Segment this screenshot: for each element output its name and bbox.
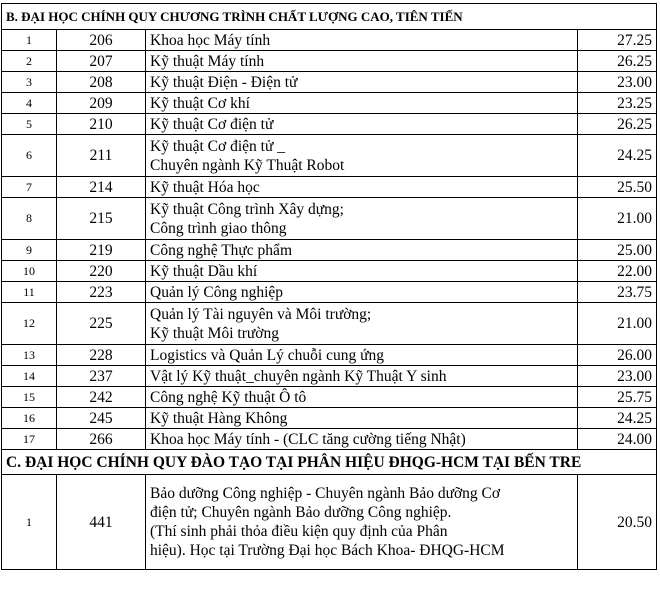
program-name-line: Quản lý Tài nguyên và Môi trường; [150,305,372,323]
program-name-line: Kỹ thuật Công trình Xây dựng; [150,200,344,218]
row-number: 16 [2,408,57,429]
program-name [146,72,578,93]
table-row [2,114,657,135]
program-name [146,135,578,177]
program-name [146,30,578,51]
program-name-line: Vật lý Kỹ thuật_chuyên ngành Kỹ Thuật Y sinh [150,367,447,385]
cutoff-score: 26.25 [578,114,657,135]
cutoff-score: 26.25 [578,51,657,72]
cutoff-score: 23.00 [578,366,657,387]
program-name [146,303,578,345]
table-row [2,475,657,570]
program-name-line: Logistics và Quản Lý chuỗi cung ứng [150,346,384,364]
section-title: C. ĐẠI HỌC CHÍNH QUY ĐÀO TẠO TẠI PHÂN HIỆU ĐHQG-HCM TẠI BẾN TRE [2,450,657,475]
program-name-line: Công trình giao thông [150,219,287,237]
row-number: 13 [2,345,57,366]
program-code: 220 [57,261,146,282]
cutoff-score: 23.75 [578,282,657,303]
table-row [2,387,657,408]
row-number: 4 [2,93,57,114]
table-row [2,408,657,429]
row-number: 7 [2,177,57,198]
program-name-line: Bảo dưỡng Công nghiệp - Chuyên ngành Bảo dưỡng Cơ [150,485,501,502]
program-name-line: Kỹ thuật Cơ khí [150,94,250,112]
program-name [146,240,578,261]
cutoff-score: 21.00 [578,198,657,240]
row-number: 2 [2,51,57,72]
program-name [146,282,578,303]
table-row [2,198,657,240]
table-row [2,93,657,114]
cutoff-score: 22.00 [578,261,657,282]
program-name-line: (Thí sinh phải thỏa điều kiện quy định của Phân [150,523,448,540]
program-name-line: Kỹ thuật Điện - Điện tử [150,73,298,91]
row-number: 5 [2,114,57,135]
program-name-line: Kỹ thuật Hàng Không [150,409,288,427]
table-row [2,51,657,72]
program-code: 206 [57,30,146,51]
program-name-line: Công nghệ Kỹ thuật Ô tô [150,388,307,406]
program-name [146,475,578,570]
program-code: 225 [57,303,146,345]
program-name-line: Kỹ thuật Hóa học [150,178,260,196]
row-number: 3 [2,72,57,93]
cutoff-score: 20.50 [578,475,657,570]
program-name-line: Quản lý Công nghiệp [150,283,284,301]
table-row [2,72,657,93]
cutoff-score: 24.25 [578,135,657,177]
program-name [146,198,578,240]
program-name-line: Khoa học Máy tính - (CLC tăng cường tiếng Nhật) [150,430,466,448]
table-row [2,177,657,198]
program-code: 228 [57,345,146,366]
program-code: 207 [57,51,146,72]
cutoff-score: 21.00 [578,303,657,345]
program-code: 215 [57,198,146,240]
program-name [146,51,578,72]
table-row [2,135,657,177]
program-name-line: điện tử; Chuyên ngành Bảo dưỡng Công nghiệp. [150,504,452,521]
cutoff-score: 24.00 [578,429,657,450]
section-header-row [2,4,657,30]
program-name [146,387,578,408]
cutoff-score: 23.25 [578,93,657,114]
table-row [2,303,657,345]
row-number: 11 [2,282,57,303]
program-name-line: Khoa học Máy tính [150,31,271,49]
cutoff-score: 24.25 [578,408,657,429]
table-row [2,366,657,387]
row-number: 6 [2,135,57,177]
program-name-line: Kỹ thuật Dầu khí [150,262,258,280]
cutoff-score: 26.00 [578,345,657,366]
program-name [146,114,578,135]
cutoff-score: 25.00 [578,240,657,261]
program-code: 214 [57,177,146,198]
program-code: 211 [57,135,146,177]
program-code: 237 [57,366,146,387]
program-code: 245 [57,408,146,429]
program-code: 242 [57,387,146,408]
program-name-line: Kỹ thuật Cơ điện tử [150,115,274,133]
section-title: B. ĐẠI HỌC CHÍNH QUY CHƯƠNG TRÌNH CHẤT LƯỢNG CAO, TIÊN TIẾN [2,4,657,30]
program-code: 441 [57,475,146,570]
row-number: 17 [2,429,57,450]
program-code: 210 [57,114,146,135]
row-number: 9 [2,240,57,261]
table-row [2,429,657,450]
row-number: 14 [2,366,57,387]
program-code: 223 [57,282,146,303]
table-row [2,345,657,366]
row-number: 1 [2,30,57,51]
program-name [146,177,578,198]
program-code: 208 [57,72,146,93]
program-code: 209 [57,93,146,114]
program-name [146,366,578,387]
cutoff-score: 25.50 [578,177,657,198]
cutoff-score: 27.25 [578,30,657,51]
cutoff-score: 23.00 [578,72,657,93]
program-code: 266 [57,429,146,450]
table-row [2,30,657,51]
program-name [146,345,578,366]
table-row [2,240,657,261]
program-name-line: Chuyên ngành Kỹ Thuật Robot [150,156,345,174]
section-header-row [2,450,657,475]
program-name-line: Công nghệ Thực phẩm [150,241,292,259]
program-name-line: Kỹ thuật Môi trường [150,324,279,342]
cutoff-score: 25.75 [578,387,657,408]
row-number: 8 [2,198,57,240]
table-row [2,282,657,303]
program-name [146,261,578,282]
row-number: 10 [2,261,57,282]
program-name-line: Kỹ thuật Máy tính [150,52,265,70]
program-code: 219 [57,240,146,261]
row-number: 15 [2,387,57,408]
row-number: 1 [2,475,57,570]
program-name-line: hiệu). Học tại Trường Đại học Bách Khoa- ĐHQG-HCM [150,542,505,559]
program-name [146,408,578,429]
table-row [2,261,657,282]
row-number: 12 [2,303,57,345]
program-name [146,429,578,450]
admission-score-table [1,3,657,570]
program-name [146,93,578,114]
program-name-line: Kỹ thuật Cơ điện tử _ [150,137,285,155]
